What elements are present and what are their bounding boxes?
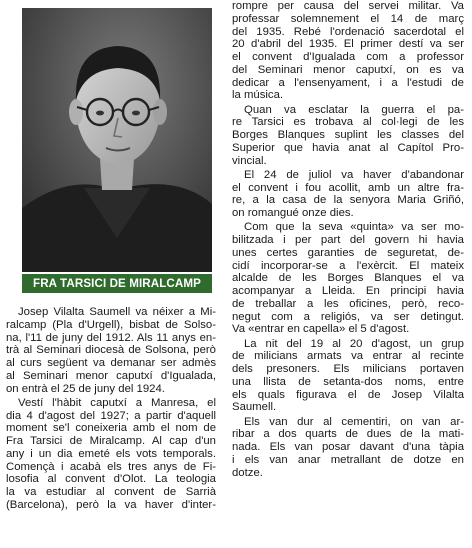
text-line: negut com a religiós, va ser detingut. xyxy=(232,310,464,323)
text-line: el convent i fou acollit, amb un altre fra- xyxy=(232,181,464,194)
text-line: na, l'11 de juny del 1912. Als 11 anys en- xyxy=(6,331,216,344)
text-line: una llista de setanta-dos noms, entre xyxy=(232,375,464,388)
text-line: de treballar a les oficines, però, reco- xyxy=(232,297,464,310)
photo-caption: FRA TARSICI DE MIRALCAMP xyxy=(22,274,212,293)
text-line: Com que la seva «quinta» va ser mo- xyxy=(244,221,464,234)
text-line: el convent d'Igualada com a professor xyxy=(232,51,464,63)
text-line: El 24 de juliol va haver d'abandonar xyxy=(244,168,464,181)
text-line: del Seminari menor caputxí, on es va xyxy=(232,63,464,76)
article-right-column xyxy=(232,0,464,479)
text-line: alcalde de les Borges Blanques el va xyxy=(232,272,464,285)
text-line: els quals figurava el de Josep Vilalta xyxy=(232,388,464,401)
text-line: trà al Seminari diocesà de Solsona, però xyxy=(6,344,216,357)
text-line: re, a la casa de la senyora Maria Griñó, xyxy=(232,194,464,207)
text-line: losofia al convent d'Olot. La teologia xyxy=(6,473,216,486)
text-line: Borges Blanques suplint les classes del xyxy=(232,129,464,141)
text-line: on entrà el 25 de juny del 1924. xyxy=(6,382,165,395)
text-line: rompre per causa del servei militar. Va xyxy=(232,0,464,12)
text-line: any i un dia emeté els vots temporals. xyxy=(6,447,216,460)
text-line: la va estudiar al convent de Sarrià xyxy=(6,486,216,498)
text-line: dedicar a l'ensenyament, i a l'estudi de xyxy=(232,76,464,89)
text-line: vincial. xyxy=(232,154,267,167)
text-line: i els van anar metrallant de dotze en xyxy=(232,453,464,466)
text-line: dotze. xyxy=(232,466,263,479)
text-line: acompanyar a Lleida. En principi havia xyxy=(232,285,464,297)
text-line: Superior que havia anat al Capítol Pro- xyxy=(232,141,464,154)
portrait-illustration xyxy=(22,8,212,272)
article-left-column xyxy=(6,306,216,512)
text-line: de milicians armats va entrar al recinte xyxy=(232,350,464,363)
text-line: la música. xyxy=(232,89,284,102)
text-line: 20 d'abril del 1935. El primer destí va ser xyxy=(232,38,464,51)
text-line: Va «entrar en capella» el 5 d'agost. xyxy=(232,323,410,336)
text-line: ribar a dos quarts de dues de la mati- xyxy=(232,428,464,441)
text-line: del 1935. Rebé l'ordenació sacerdotal el xyxy=(232,25,464,38)
text-line: Vestí l'hàbit caputxí a Manresa, el xyxy=(18,396,216,409)
text-line: Començà i acabà els tres anys de Fi- xyxy=(6,460,216,473)
text-line: Quan va esclatar la guerra el pa- xyxy=(244,103,464,116)
text-line: cidí incorporar-se a l'exèrcit. El mateix xyxy=(232,259,464,272)
text-line: moment se'l coneixeria amb el nom de xyxy=(6,422,216,435)
text-line: on romangué onze dies. xyxy=(232,207,354,219)
text-line: ralcamp (Pla d'Urgell), bisbat de Solso- xyxy=(6,318,216,331)
text-line: nada. Els van posar davant d'una tàpia xyxy=(232,441,464,453)
text-line: La nit del 19 al 20 d'agost, un grup xyxy=(244,337,464,350)
text-line: dia 4 d'agost del 1927; a partir d'aquell xyxy=(6,409,216,422)
portrait-photo xyxy=(22,8,212,272)
text-line: professar solemnement el 14 de març xyxy=(232,12,464,25)
text-line: (Barcelona), però la va haver d'inter- xyxy=(6,498,216,511)
text-line: Els van dur al cementiri, on van ar- xyxy=(244,415,464,428)
text-line: re Tarsici es trobava al col·legi de les xyxy=(232,116,464,129)
text-line: unes certes garanties de seguretat, de- xyxy=(232,246,464,259)
text-line: Fra Tarsici de Miralcamp. Al cap d'un xyxy=(6,435,216,447)
text-line: Josep Vilalta Saumell va néixer a Mi- xyxy=(18,306,216,318)
text-line: bilitzada i per part del govern hi havia xyxy=(232,234,464,246)
text-line: al Seminari menor caputxí d'Igualada, xyxy=(6,369,216,382)
text-line: Saumell. xyxy=(232,401,277,414)
text-line: dels presoners. Els milicians portaven xyxy=(232,363,464,375)
text-line: al curs següent va demanar ser admès xyxy=(6,357,216,369)
